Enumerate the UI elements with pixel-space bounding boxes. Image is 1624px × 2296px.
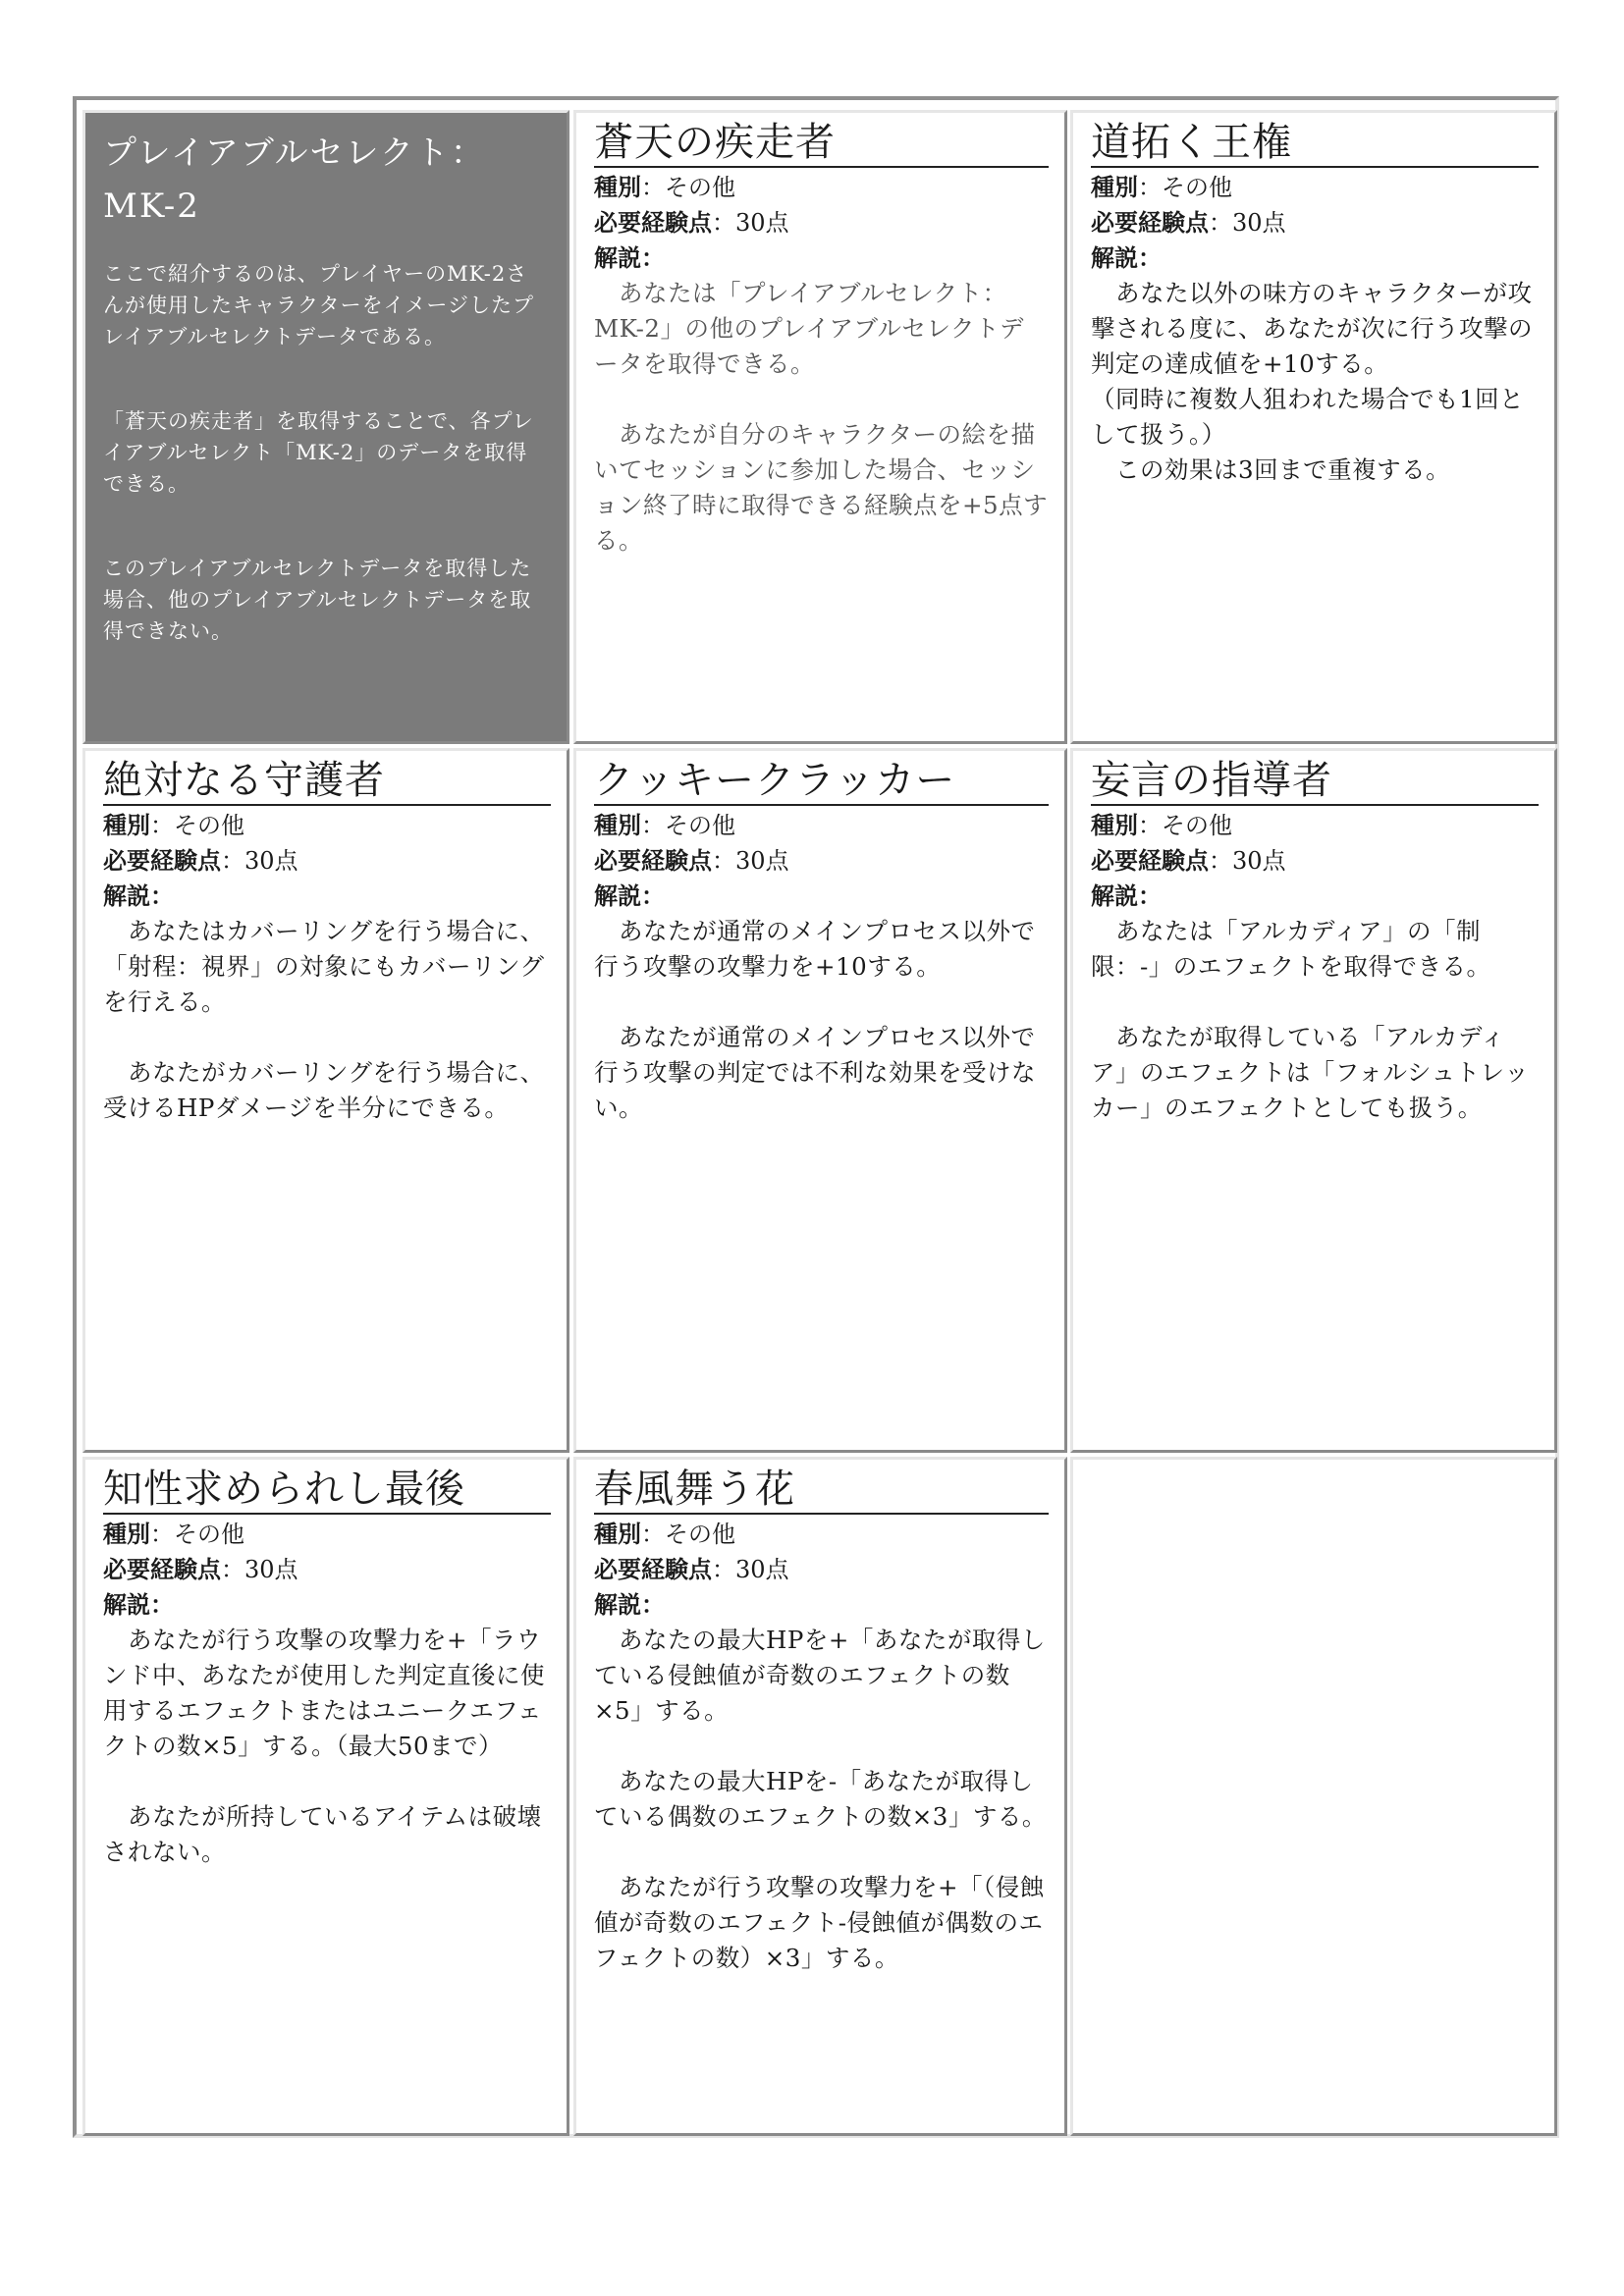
intro-title-line1: プレイアブルセレクト： [103, 133, 486, 173]
intro-paragraph: 「蒼天の疾走者」を取得することで、各プレイアブルセレクト「MK-2」のデータを取得できる。 [103, 409, 534, 496]
card-desc-label: 解説： [1091, 243, 1162, 272]
card-paragraph: あなたは「プレイアブルセレクト：MK-2」の他のプレイアブルセレクトデータを取得できる。 [594, 279, 1025, 378]
card-body [103, 1623, 551, 1870]
card-paragraph: あなたはカバーリングを行う場合に、「射程：視界」の対象にもカバーリングを行える。 [103, 917, 545, 1016]
intro-title-line2: MK-2 [103, 187, 200, 226]
card-desc-label: 解説： [103, 881, 174, 910]
card-body [594, 276, 1049, 559]
card-desc-label: 解説： [594, 243, 665, 272]
card-exp [594, 1552, 1049, 1587]
card-title: クッキークラッカー [594, 757, 1049, 806]
exp-label: 必要経験点 [103, 1555, 221, 1583]
card-souten [573, 110, 1067, 744]
card-type [594, 170, 1049, 205]
card-body [1091, 276, 1539, 488]
card-body [1091, 914, 1539, 1126]
card-title: 妄言の指導者 [1091, 757, 1539, 806]
type-label: 種別 [103, 811, 150, 839]
card-exp [103, 1552, 551, 1587]
card-paragraph: あなたが所持しているアイテムは破壊されない。 [103, 1802, 542, 1866]
card-mougen [1070, 748, 1557, 1453]
card-title: 知性求められし最後 [103, 1466, 551, 1515]
card-type [103, 808, 551, 843]
card-body [594, 914, 1049, 1126]
card-type [103, 1517, 551, 1552]
card-paragraph: あなたが取得している「アルカディア」のエフェクトは「フォルシュトレッカー」のエフェクトとしても扱う。 [1091, 1023, 1530, 1122]
empty-cell [1070, 1457, 1557, 2136]
card-type [594, 808, 1049, 843]
type-value: ：その他 [641, 174, 735, 201]
card-harukaze [573, 1457, 1067, 2136]
exp-value: ：30点 [1209, 209, 1286, 237]
card-paragraph: あなたが自分のキャラクターの絵を描いてセッションに参加した場合、セッション終了時に取得できる経験点を+5点する。 [594, 420, 1049, 555]
card-michihiraku [1070, 110, 1557, 744]
card-title: 春風舞う花 [594, 1466, 1049, 1515]
card-title: 蒼天の疾走者 [594, 119, 1049, 168]
card-exp [594, 205, 1049, 240]
card-paragraph: あなたが通常のメインプロセス以外で行う攻撃の判定では不利な効果を受けない。 [594, 1023, 1036, 1122]
exp-label: 必要経験点 [1091, 208, 1209, 237]
exp-label: 必要経験点 [103, 846, 221, 875]
card-body [594, 1623, 1049, 1976]
type-label: 種別 [594, 1520, 641, 1548]
card-paragraph: あなた以外の味方のキャラクターが攻撃される度に、あなたが次に行う攻撃の判定の達成値を+10する。 [1091, 279, 1533, 378]
card-exp [594, 843, 1049, 879]
card-type [1091, 808, 1539, 843]
card-paragraph: あなたは「アルカディア」の「制限：-」のエフェクトを取得できる。 [1091, 917, 1491, 981]
intro-title [103, 127, 549, 233]
intro-panel [82, 110, 569, 744]
intro-paragraph: ここで紹介するのは、プレイヤーのMK-2さんが使用したキャラクターをイメージしたプレイアブルセレクトデータである。 [103, 262, 534, 348]
card-title: 道拓く王権 [1091, 119, 1539, 168]
intro-paragraph: このプレイアブルセレクトデータを取得した場合、他のプレイアブルセレクトデータを取得できない。 [103, 557, 532, 643]
data-sheet [73, 96, 1559, 2138]
type-value: ：その他 [1138, 174, 1232, 201]
card-paragraph: あなたがカバーリングを行う場合に、受けるHPダメージを半分にできる。 [103, 1058, 545, 1122]
exp-value: ：30点 [221, 847, 298, 875]
type-value: ：その他 [150, 812, 244, 839]
card-desc-label: 解説： [594, 1590, 665, 1619]
type-value: ：その他 [150, 1521, 244, 1548]
card-paragraph: あなたの最大HPを+「あなたが取得している侵蝕値が奇数のエフェクトの数×5」する。 [594, 1626, 1046, 1725]
type-value: ：その他 [1138, 812, 1232, 839]
exp-value: ：30点 [712, 847, 789, 875]
card-cookie [573, 748, 1067, 1453]
type-label: 種別 [594, 173, 641, 201]
type-value: ：その他 [641, 1521, 735, 1548]
card-title: 絶対なる守護者 [103, 757, 551, 806]
card-zettai [82, 748, 569, 1453]
card-paragraph: あなたが行う攻撃の攻撃力を+「ラウンド中、あなたが使用した判定直後に使用するエフェクトまたはユニークエフェクトの数×5」する。（最大50まで） [103, 1626, 545, 1760]
exp-value: ：30点 [1209, 847, 1286, 875]
exp-value: ：30点 [712, 209, 789, 237]
type-label: 種別 [594, 811, 641, 839]
card-chisei [82, 1457, 569, 2136]
exp-value: ：30点 [712, 1556, 789, 1583]
exp-label: 必要経験点 [1091, 846, 1209, 875]
card-desc-label: 解説： [1091, 881, 1162, 910]
card-paragraph: あなたの最大HPを-「あなたが取得している偶数のエフェクトの数×3」する。 [594, 1767, 1047, 1831]
card-paragraph: あなたが通常のメインプロセス以外で行う攻撃の攻撃力を+10する。 [594, 917, 1036, 981]
card-paragraph: この効果は3回まで重複する。 [1091, 455, 1451, 484]
card-exp [1091, 843, 1539, 879]
card-type [1091, 170, 1539, 205]
exp-label: 必要経験点 [594, 1555, 712, 1583]
type-value: ：その他 [641, 812, 735, 839]
type-label: 種別 [1091, 811, 1138, 839]
exp-label: 必要経験点 [594, 208, 712, 237]
type-label: 種別 [1091, 173, 1138, 201]
type-label: 種別 [103, 1520, 150, 1548]
card-type [594, 1517, 1049, 1552]
card-desc-label: 解説： [594, 881, 665, 910]
card-desc-label: 解説： [103, 1590, 174, 1619]
card-paragraph: （同時に複数人狙われた場合でも1回として扱う。） [1091, 385, 1525, 449]
card-exp [103, 843, 551, 879]
exp-label: 必要経験点 [594, 846, 712, 875]
card-exp [1091, 205, 1539, 240]
card-paragraph: あなたが行う攻撃の攻撃力を+「（侵蝕値が奇数のエフェクト-侵蝕値が偶数のエフェクトの数）×3」する。 [594, 1873, 1045, 1972]
card-body [103, 914, 551, 1126]
exp-value: ：30点 [221, 1556, 298, 1583]
